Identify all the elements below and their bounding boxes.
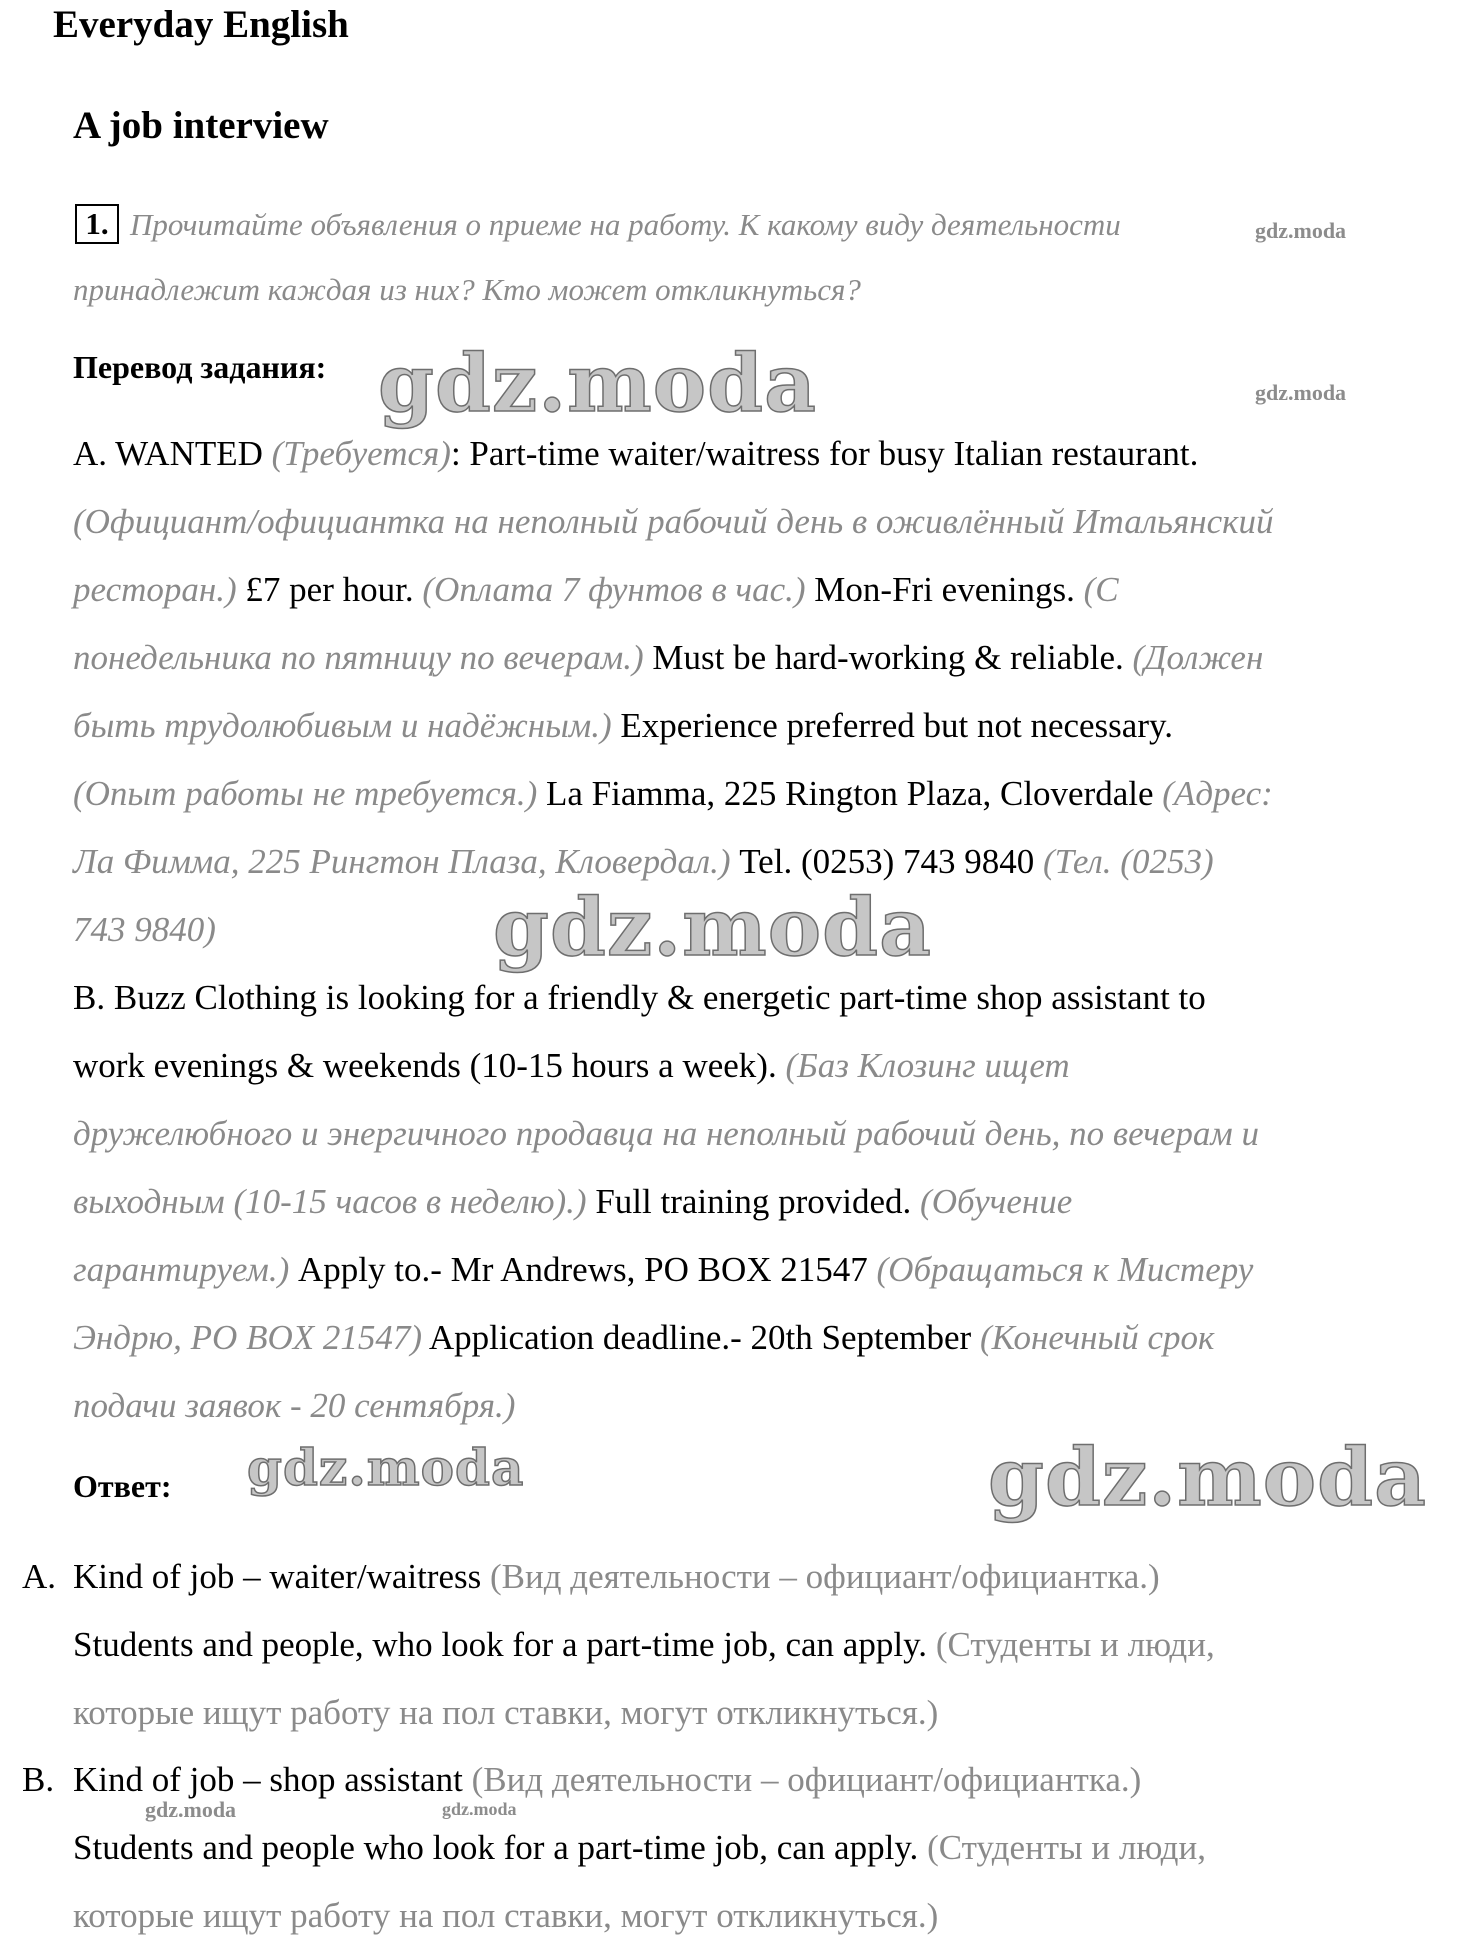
russian-translation: (Адрес:: [1162, 774, 1273, 813]
ad-b-line: [73, 1236, 1259, 1304]
ad-a-line: [73, 420, 1274, 488]
english-text: Kind of job – waiter/waitress: [73, 1557, 490, 1596]
answer-a-text: [73, 1543, 1215, 1747]
watermark-small-4: gdz.moda: [442, 1799, 517, 1819]
ad-a-line: [73, 760, 1274, 828]
english-text: work evenings & weekends (10-15 hours a week).: [73, 1046, 786, 1085]
task-instruction-line-2: принадлежит каждая из них? Кто может откликнуться?: [73, 272, 861, 307]
english-text: A. WANTED: [73, 434, 272, 473]
watermark-large-2: gdz.moda: [493, 880, 932, 974]
russian-translation: которые ищут работу на пол ставки, могут откликнуться.): [73, 1693, 939, 1732]
watermark-small-1: gdz.moda: [1255, 218, 1347, 243]
russian-translation: (Конечный срок: [979, 1318, 1215, 1357]
english-text: Application deadline.- 20th September: [422, 1318, 980, 1357]
russian-translation: (Студенты и люди,: [935, 1625, 1215, 1664]
ad-a-line: [73, 896, 1274, 964]
english-text: La Fiamma, 225 Rington Plaza, Cloverdale: [537, 774, 1163, 813]
english-text: Mon-Fri evenings.: [805, 570, 1084, 609]
russian-translation: (Вид деятельности – официант/официантка.): [471, 1760, 1142, 1799]
russian-translation: (С: [1083, 570, 1119, 609]
watermark-small-2: gdz.moda: [1255, 380, 1347, 405]
answer-b-line: [73, 1746, 1206, 1814]
task-number: 1.: [75, 204, 119, 244]
watermark-small-3: gdz.moda: [145, 1797, 237, 1822]
lesson-title: A job interview: [73, 104, 329, 147]
russian-translation: (Требуется): [271, 434, 451, 473]
russian-translation: (Баз Клозинг ищет: [785, 1046, 1070, 1085]
ad-b-line: [73, 1032, 1259, 1100]
answer-b-text: [73, 1746, 1206, 1950]
english-text: Must be hard-working & reliable.: [643, 638, 1133, 677]
russian-translation: (Оплата 7 фунтов в час.): [422, 570, 806, 609]
russian-translation: 743 9840): [73, 910, 216, 949]
english-text: B. Buzz Clothing is looking for a friendly & energetic part-time shop assistant to: [73, 978, 1206, 1017]
ad-a-line: [73, 624, 1274, 692]
answer-a-line: [73, 1679, 1215, 1747]
ad-b-line: [73, 1168, 1259, 1236]
english-text: Kind of job – shop assistant: [73, 1760, 472, 1799]
ad-a-line: [73, 828, 1274, 896]
english-text: : Part-time waiter/waitress for busy Italian restaurant.: [450, 434, 1199, 473]
section-title: Everyday English: [53, 3, 349, 46]
russian-translation: быть трудолюбивым и надёжным.): [73, 706, 612, 745]
english-text: Apply to.- Mr Andrews, PO BOX 21547: [289, 1250, 877, 1289]
answer-a-line: [73, 1543, 1215, 1611]
russian-translation: которые ищут работу на пол ставки, могут откликнуться.): [73, 1896, 939, 1935]
task-instruction-line-1: Прочитайте объявления о приеме на работу. К какому виду деятельности: [130, 207, 1121, 242]
russian-translation: подачи заявок - 20 сентября.): [73, 1386, 516, 1425]
russian-translation: (Вид деятельности – официант/официантка.): [490, 1557, 1160, 1596]
english-text: £7 per hour.: [236, 570, 423, 609]
watermark-medium-1: gdz.moda: [247, 1438, 525, 1497]
ad-b-paragraph: [73, 964, 1259, 1440]
answer-a-letter: A.: [22, 1557, 57, 1596]
russian-translation: (Должен: [1132, 638, 1264, 677]
english-text: Full training provided.: [586, 1182, 921, 1221]
russian-translation: Ла Фимма, 225 Рингтон Плаза, Кловердал.): [73, 842, 731, 881]
russian-translation: (Обучение: [920, 1182, 1073, 1221]
ad-b-line: [73, 1372, 1259, 1440]
english-text: Students and people, who look for a part-time job, can apply.: [73, 1625, 936, 1664]
english-text: Tel. (0253) 743 9840: [730, 842, 1044, 881]
russian-translation: (Тел. (0253): [1043, 842, 1214, 881]
russian-translation: выходным (10-15 часов в неделю).): [73, 1182, 587, 1221]
ad-a-paragraph: [73, 420, 1274, 964]
watermark-large-1: gdz.moda: [378, 336, 817, 430]
answer-label: Ответ:: [73, 1468, 172, 1504]
english-text: Experience preferred but not necessary.: [611, 706, 1173, 745]
russian-translation: (Опыт работы не требуется.): [73, 774, 538, 813]
russian-translation: дружелюбного и энергичного продавца на неполный рабочий день, по вечерам и: [73, 1114, 1260, 1153]
translation-label: Перевод задания:: [73, 349, 327, 385]
english-text: Students and people who look for a part-time job, can apply.: [73, 1828, 928, 1867]
russian-translation: Эндрю, PO BOX 21547): [73, 1318, 423, 1357]
answer-a-line: [73, 1611, 1215, 1679]
ad-b-line: [73, 1100, 1259, 1168]
ad-a-line: [73, 488, 1274, 556]
answer-b-letter: B.: [22, 1760, 55, 1799]
ad-a-line: [73, 692, 1274, 760]
russian-translation: гарантируем.): [73, 1250, 290, 1289]
russian-translation: (Обращаться к Мистеру: [876, 1250, 1254, 1289]
answer-b-line: [73, 1882, 1206, 1950]
russian-translation: (Студенты и люди,: [927, 1828, 1206, 1867]
ad-b-line: [73, 1304, 1259, 1372]
russian-translation: (Официант/официантка на неполный рабочий день в оживлённый Итальянский: [73, 502, 1274, 541]
answer-b-line: [73, 1814, 1206, 1882]
ad-a-line: [73, 556, 1274, 624]
russian-translation: ресторан.): [73, 570, 237, 609]
ad-b-line: [73, 964, 1259, 1032]
watermark-large-3: gdz.moda: [988, 1430, 1427, 1524]
russian-translation: понедельника по пятницу по вечерам.): [73, 638, 644, 677]
